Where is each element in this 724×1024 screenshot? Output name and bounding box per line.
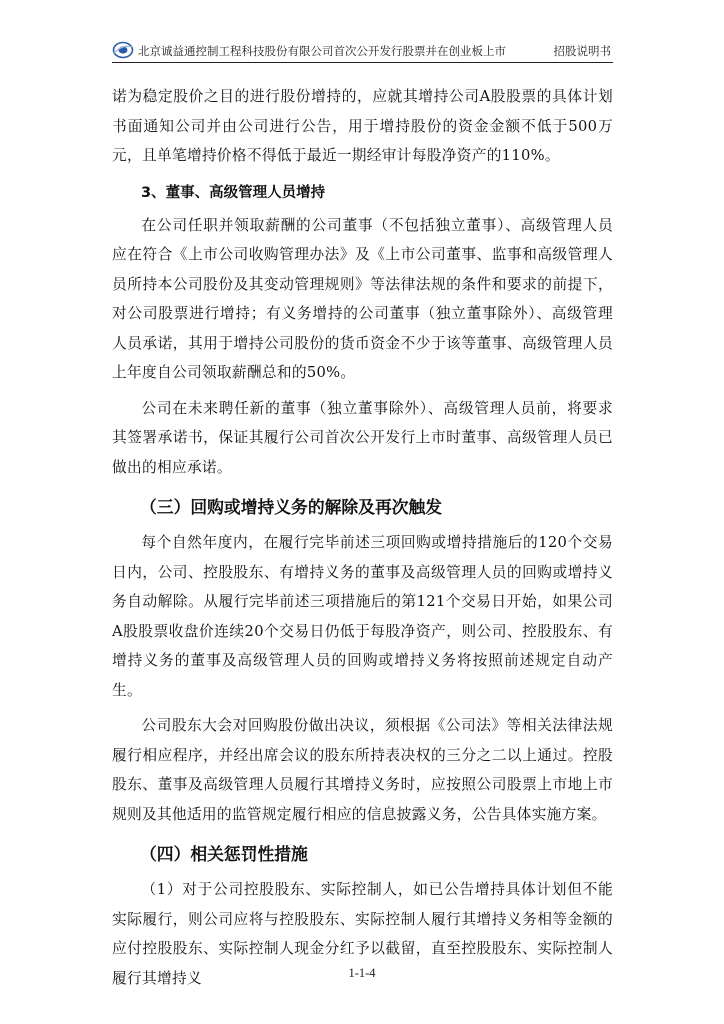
heading-obligation-release: （三）回购或增持义务的解除及再次触发 bbox=[140, 497, 443, 517]
company-logo-icon bbox=[112, 41, 134, 59]
paragraph-directors-increase: 在公司任职并领取薪酬的公司董事（不包括独立董事）、高级管理人员应在符合《上市公司收购管理办法》及《上市公司董事、监事和高级管理人员所持本公司股份及其变动管理规则》等法律法规的条件和要求的前提下，对公司股票进行增持；有义务增持的公司董事（独立董事除外）、高级管理人员承诺，其用于增持公司股份的货币资金不少于该等董事、高级管理人员上年度自公司领取薪酬总和的50%。 bbox=[112, 216, 613, 381]
paragraph-shareholder-increase-cont: 诺为稳定股价之目的进行股份增持的，应就其增持公司A股股票的具体计划书面通知公司并由公司进行公告，用于增持股份的资金金额不低于500万元，且单笔增持价格不得低于最近一期经审计每股净资产的110%。 bbox=[112, 88, 613, 164]
header-company-title: 北京诚益通控制工程科技股份有限公司首次公开发行股票并在创业板上市 bbox=[138, 44, 506, 58]
heading-penalty-measures: （四）相关惩罚性措施 bbox=[140, 844, 308, 864]
paragraph-obligation-release: 每个自然年度内，在履行完毕前述三项回购或增持措施后的120个交易日内，公司、控股股东、有增持义务的董事及高级管理人员的回购或增持义务自动解除。从履行完毕前述三项措施后的第121个交易日开始，如果公司A股股票收盘价连续20个交易日仍低于每股净资产，则公司、控股股东、有增持义务的董事及高级管理人员的回购或增持义务将按照前述规定自动产生。 bbox=[112, 534, 613, 699]
paragraph-shareholders-meeting: 公司股东大会对回购股份做出决议，须根据《公司法》等相关法律法规履行相应程序，并经出席会议的股东所持表决权的三分之二以上通过。控股股东、董事及高级管理人员履行其增持义务时，应按照公司股票上市地上市规则及其他适用的监管规定履行相应的信息披露义务，公告具体实施方案。 bbox=[112, 717, 613, 823]
page-number: 1-1-4 bbox=[348, 966, 376, 980]
page-body bbox=[112, 82, 613, 993]
paragraph-penalty-controlling-shareholder: （1）对于公司控股股东、实际控制人，如已公告增持具体计划但不能实际履行，则公司应将与控股股东、实际控制人履行其增持义务相等金额的应付控股股东、实际控制人现金分红予以截留，直至控股股东、实际控制人履行其增持义 bbox=[112, 881, 613, 987]
heading-directors-increase: 3、董事、高级管理人员增持 bbox=[141, 184, 326, 201]
paragraph-new-directors-commitment: 公司在未来聘任新的董事（独立董事除外）、高级管理人员前，将要求其签署承诺书，保证其履行公司首次公开发行上市时董事、高级管理人员已做出的相应承诺。 bbox=[112, 399, 613, 476]
header-doc-type: 招股说明书 bbox=[553, 44, 611, 58]
page-header bbox=[112, 40, 613, 63]
